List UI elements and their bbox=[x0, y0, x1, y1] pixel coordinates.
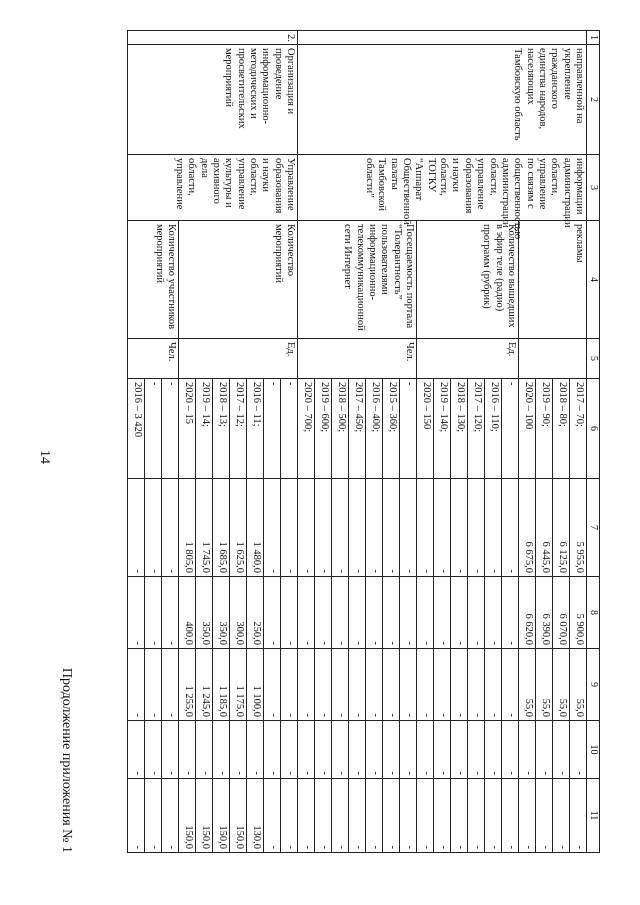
value-cell: - bbox=[162, 479, 179, 577]
activity-name: Организация и проведение информационно-методических и просветительских мероприятий bbox=[128, 45, 298, 155]
unit bbox=[519, 339, 587, 379]
value-cell: - bbox=[128, 649, 145, 721]
header-row bbox=[587, 31, 600, 853]
row-number bbox=[298, 31, 587, 45]
value-cell: - bbox=[451, 479, 468, 577]
value-cell: - bbox=[179, 721, 196, 779]
value-cell: - bbox=[536, 779, 553, 853]
value-cell: - bbox=[383, 721, 400, 779]
value-cell: 5 900,0 bbox=[570, 577, 587, 649]
indicator-name: Количество участников мероприятий bbox=[128, 221, 179, 339]
value-cell: - bbox=[417, 479, 434, 577]
value-cell: 6 390,0 bbox=[536, 577, 553, 649]
value-cell: - bbox=[281, 577, 298, 649]
value-cell: - bbox=[502, 721, 519, 779]
value-cell: - bbox=[247, 721, 264, 779]
value-cell: - bbox=[298, 479, 315, 577]
value-cell: - bbox=[315, 649, 332, 721]
value-cell: - bbox=[366, 721, 383, 779]
value-cell: - bbox=[570, 721, 587, 779]
value-cell: - bbox=[434, 721, 451, 779]
value-cell: - bbox=[451, 649, 468, 721]
value-cell: 1 745,0 bbox=[196, 479, 213, 577]
value-cell: - bbox=[485, 779, 502, 853]
value-cell: - bbox=[468, 649, 485, 721]
col-header: 3 bbox=[587, 155, 600, 221]
value-cell: - bbox=[400, 379, 417, 479]
value-cell: - bbox=[264, 721, 281, 779]
value-cell: - bbox=[468, 721, 485, 779]
row-number: 2. bbox=[128, 31, 298, 45]
value-cell: - bbox=[434, 779, 451, 853]
value-cell: - bbox=[264, 779, 281, 853]
value-cell: 2017 – 450; bbox=[349, 379, 366, 479]
value-cell: 2020 – 700; bbox=[298, 379, 315, 479]
value-cell: - bbox=[502, 379, 519, 479]
value-cell: 2019 – 90; bbox=[536, 379, 553, 479]
value-cell: 1 245,0 bbox=[196, 649, 213, 721]
value-cell: - bbox=[162, 379, 179, 479]
value-cell: - bbox=[349, 779, 366, 853]
value-cell: - bbox=[400, 577, 417, 649]
value-cell: 5 955,0 bbox=[570, 479, 587, 577]
value-cell: 1 625,0 bbox=[230, 479, 247, 577]
value-cell: - bbox=[128, 479, 145, 577]
value-cell: 2020 – 150 bbox=[417, 379, 434, 479]
value-cell: - bbox=[570, 779, 587, 853]
value-cell: - bbox=[349, 479, 366, 577]
value-cell: 2017 – 120; bbox=[468, 379, 485, 479]
unit: Ед. bbox=[179, 339, 298, 379]
value-cell: - bbox=[162, 779, 179, 853]
value-cell: - bbox=[281, 649, 298, 721]
value-cell: 55,0 bbox=[536, 649, 553, 721]
value-cell: - bbox=[128, 779, 145, 853]
value-cell: 2018 – 130; bbox=[451, 379, 468, 479]
value-cell: - bbox=[349, 721, 366, 779]
value-cell: - bbox=[281, 479, 298, 577]
executors: информации администрации области, управление по связям с общественностью администрации области, управление образования и науки области, ТОГКУ “Аппарат Общественной палаты Тамбовской области” bbox=[298, 155, 587, 221]
unit: Ед. bbox=[417, 339, 519, 379]
value-cell: 2015 – 360; bbox=[383, 379, 400, 479]
value-cell: - bbox=[400, 479, 417, 577]
value-cell: - bbox=[315, 577, 332, 649]
value-cell: - bbox=[502, 649, 519, 721]
indicator-name: Количество вышедших в эфир теле (радио) программ (рубрик) bbox=[417, 221, 519, 339]
value-cell: - bbox=[281, 721, 298, 779]
value-cell: - bbox=[383, 779, 400, 853]
value-cell: - bbox=[145, 479, 162, 577]
value-cell: - bbox=[553, 721, 570, 779]
value-cell: - bbox=[128, 721, 145, 779]
value-cell: - bbox=[145, 721, 162, 779]
value-cell: - bbox=[383, 577, 400, 649]
value-cell: - bbox=[434, 577, 451, 649]
value-cell: 1 805,0 bbox=[179, 479, 196, 577]
value-cell: - bbox=[366, 649, 383, 721]
value-cell: - bbox=[536, 721, 553, 779]
value-cell: 150,0 bbox=[213, 779, 230, 853]
value-cell: - bbox=[485, 649, 502, 721]
unit: Чел. bbox=[128, 339, 179, 379]
value-cell: 150,0 bbox=[230, 779, 247, 853]
value-cell: 55,0 bbox=[553, 649, 570, 721]
value-cell: - bbox=[434, 649, 451, 721]
value-cell: 1 255,0 bbox=[179, 649, 196, 721]
program-table bbox=[127, 30, 600, 853]
value-cell: - bbox=[349, 649, 366, 721]
value-cell: - bbox=[332, 479, 349, 577]
value-cell: - bbox=[366, 479, 383, 577]
value-cell: 6 125,0 bbox=[553, 479, 570, 577]
value-cell: 2018 – 500; bbox=[332, 379, 349, 479]
value-cell: 55,0 bbox=[519, 649, 536, 721]
value-cell: - bbox=[145, 779, 162, 853]
value-cell: 250,0 bbox=[247, 577, 264, 649]
value-cell: - bbox=[315, 721, 332, 779]
value-cell: - bbox=[264, 479, 281, 577]
value-cell: 350,0 bbox=[213, 577, 230, 649]
value-cell: 2016 – 3 420 bbox=[128, 379, 145, 479]
value-cell: 1 175,0 bbox=[230, 649, 247, 721]
value-cell: 2017 – 70; bbox=[570, 379, 587, 479]
value-cell: - bbox=[162, 721, 179, 779]
indicator-name: Количество мероприятий bbox=[179, 221, 298, 339]
value-cell: 1 100,0 bbox=[247, 649, 264, 721]
value-cell: - bbox=[298, 721, 315, 779]
unit: Чел. bbox=[298, 339, 417, 379]
value-cell: 300,0 bbox=[230, 577, 247, 649]
value-cell: 2019 – 14; bbox=[196, 379, 213, 479]
col-header: 4 bbox=[587, 221, 600, 339]
value-cell: - bbox=[332, 649, 349, 721]
value-cell: - bbox=[281, 379, 298, 479]
table-row bbox=[281, 31, 298, 853]
value-cell: 2016 – 11; bbox=[247, 379, 264, 479]
executors: Управление образования и науки области, управление культуры и архивного дела области, управление bbox=[128, 155, 298, 221]
indicator-name: Посещаемость портала “Толерантность” пользователями информационно-телекоммуникационной сети Интернет bbox=[298, 221, 417, 339]
value-cell: - bbox=[400, 721, 417, 779]
value-cell: - bbox=[162, 577, 179, 649]
value-cell: - bbox=[264, 577, 281, 649]
value-cell: - bbox=[451, 577, 468, 649]
value-cell: 2020 – 100 bbox=[519, 379, 536, 479]
value-cell: - bbox=[468, 779, 485, 853]
value-cell: - bbox=[383, 649, 400, 721]
value-cell: - bbox=[298, 577, 315, 649]
value-cell: 2019 – 600; bbox=[315, 379, 332, 479]
col-header: 6 bbox=[587, 379, 600, 479]
value-cell: - bbox=[315, 479, 332, 577]
value-cell: - bbox=[417, 577, 434, 649]
col-header: 7 bbox=[587, 479, 600, 577]
value-cell: 6 675,0 bbox=[519, 479, 536, 577]
value-cell: 2016 – 400; bbox=[366, 379, 383, 479]
value-cell: 1 185,0 bbox=[213, 649, 230, 721]
value-cell: - bbox=[366, 577, 383, 649]
value-cell: - bbox=[485, 577, 502, 649]
value-cell: 150,0 bbox=[179, 779, 196, 853]
value-cell: - bbox=[502, 577, 519, 649]
value-cell: - bbox=[485, 721, 502, 779]
value-cell: - bbox=[502, 779, 519, 853]
value-cell: - bbox=[196, 721, 213, 779]
value-cell: 55,0 bbox=[570, 649, 587, 721]
value-cell: - bbox=[145, 577, 162, 649]
value-cell: - bbox=[349, 577, 366, 649]
table-row bbox=[570, 31, 587, 853]
value-cell: - bbox=[417, 779, 434, 853]
value-cell: 6 070,0 bbox=[553, 577, 570, 649]
value-cell: - bbox=[162, 649, 179, 721]
value-cell: - bbox=[553, 779, 570, 853]
value-cell: - bbox=[417, 721, 434, 779]
value-cell: - bbox=[451, 721, 468, 779]
value-cell: - bbox=[485, 479, 502, 577]
value-cell: 6 445,0 bbox=[536, 479, 553, 577]
value-cell: 2019 – 140; bbox=[434, 379, 451, 479]
value-cell: - bbox=[502, 479, 519, 577]
value-cell: - bbox=[315, 779, 332, 853]
activity-name: направленной на укрепление гражданского единства народов, населяющих Тамбовскую область bbox=[298, 45, 587, 155]
value-cell: - bbox=[417, 649, 434, 721]
value-cell: - bbox=[434, 479, 451, 577]
value-cell: - bbox=[281, 779, 298, 853]
value-cell: - bbox=[332, 779, 349, 853]
value-cell: 1 685,0 bbox=[213, 479, 230, 577]
value-cell: 6 620,0 bbox=[519, 577, 536, 649]
value-cell: - bbox=[468, 479, 485, 577]
value-cell: - bbox=[383, 479, 400, 577]
value-cell: - bbox=[128, 577, 145, 649]
value-cell: - bbox=[264, 379, 281, 479]
col-header: 2 bbox=[587, 45, 600, 155]
col-header: 9 bbox=[587, 649, 600, 721]
value-cell: - bbox=[400, 649, 417, 721]
value-cell: - bbox=[519, 721, 536, 779]
annex-label: Продолжение приложения № 1 bbox=[59, 667, 74, 853]
col-header: 1 bbox=[587, 31, 600, 45]
value-cell: - bbox=[332, 577, 349, 649]
col-header: 10 bbox=[587, 721, 600, 779]
value-cell: 130,0 bbox=[247, 779, 264, 853]
value-cell: - bbox=[264, 649, 281, 721]
value-cell: - bbox=[145, 649, 162, 721]
value-cell: - bbox=[451, 779, 468, 853]
value-cell: 2018 – 13; bbox=[213, 379, 230, 479]
value-cell: - bbox=[298, 649, 315, 721]
value-cell: 2017 – 12; bbox=[230, 379, 247, 479]
indicator-name: рекламы bbox=[519, 221, 587, 339]
value-cell: 2020 – 15 bbox=[179, 379, 196, 479]
value-cell: - bbox=[230, 721, 247, 779]
value-cell: - bbox=[298, 779, 315, 853]
page-number: 14 bbox=[37, 450, 52, 464]
value-cell: - bbox=[519, 779, 536, 853]
col-header: 5 bbox=[587, 339, 600, 379]
col-header: 11 bbox=[587, 779, 600, 853]
value-cell: - bbox=[366, 779, 383, 853]
value-cell: - bbox=[213, 721, 230, 779]
value-cell: - bbox=[400, 779, 417, 853]
value-cell: 400,0 bbox=[179, 577, 196, 649]
value-cell: - bbox=[332, 721, 349, 779]
value-cell: 1 480,0 bbox=[247, 479, 264, 577]
value-cell: 150,0 bbox=[196, 779, 213, 853]
value-cell: 2018 – 80; bbox=[553, 379, 570, 479]
value-cell: - bbox=[468, 577, 485, 649]
col-header: 8 bbox=[587, 577, 600, 649]
value-cell: 350,0 bbox=[196, 577, 213, 649]
value-cell: 2016 – 110; bbox=[485, 379, 502, 479]
value-cell: - bbox=[145, 379, 162, 479]
